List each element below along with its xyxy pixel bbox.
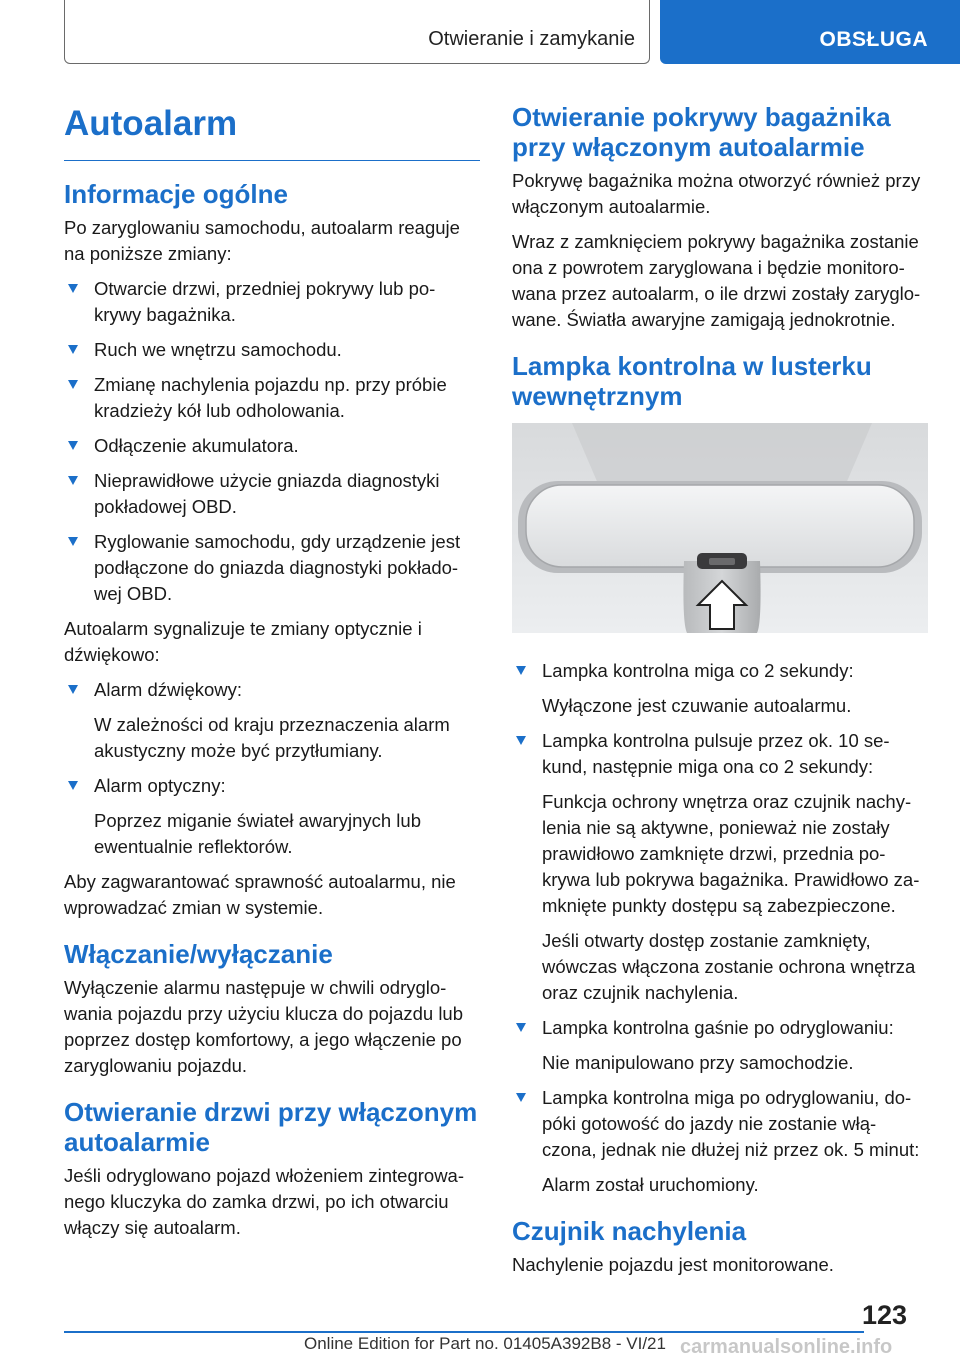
list-item-detail: Jeśli otwarty dostęp zostanie zamknięty, wówczas włączona zostanie ochrona wnętrza oraz czujnik nachylenia. bbox=[542, 930, 916, 1003]
bullet-triangle-icon bbox=[68, 441, 78, 450]
bullet-triangle-icon bbox=[68, 537, 78, 546]
footer-divider bbox=[64, 1331, 864, 1333]
trunk-text-2: Wraz z zamknięciem pokrywy bagażnika zostanie ona z powrotem zaryglowana i będzie monitoro-wana przez autoalarm, o ile drzwi zostały zaryglo-wane. Światła awaryjne zamigają jednokrotnie. bbox=[512, 231, 921, 330]
list-item: Alarm optyczny: Poprzez miganie świateł awaryjnych lub ewentualnie reflektorów. bbox=[64, 773, 480, 860]
bullet-triangle-icon bbox=[516, 1093, 526, 1102]
heading-tilt-sensor: Czujnik nachylenia bbox=[512, 1216, 747, 1246]
left-column bbox=[64, 96, 480, 1250]
door-opening-text: Jeśli odryglowano pojazd włożeniem zintegrowa-nego kluczyka do zamka drzwi, po ich otwarciu włączy się autoalarm. bbox=[64, 1165, 465, 1238]
watermark: carmanualsonline.info bbox=[680, 1336, 893, 1358]
general-intro: Po zaryglowaniu samochodu, autoalarm reaguje na poniższe zmiany: bbox=[64, 217, 460, 264]
list-item: Ruch we wnętrzu samochodu. bbox=[64, 337, 480, 363]
footer-edition: Online Edition for Part no. 01405A392B8 - VI/21 bbox=[304, 1334, 666, 1353]
list-item: Alarm dźwiękowy: W zależności od kraju przeznaczenia alarm akustyczny może być przytłumiany. bbox=[64, 677, 480, 764]
bullet-triangle-icon bbox=[68, 476, 78, 485]
page-title: Autoalarm bbox=[64, 96, 480, 161]
signal-intro: Autoalarm sygnalizuje te zmiany optycznie i dźwiękowo: bbox=[64, 618, 422, 665]
list-item: Odłączenie akumulatora. bbox=[64, 433, 480, 459]
on-off-text: Wyłączenie alarmu następuje w chwili odryglo-wania pojazdu przy użyciu klucza do pojazdu lub poprzez dostęp komfortowy, a jego włączenie po zaryglowaniu pojazdu. bbox=[64, 977, 464, 1076]
header-badge bbox=[660, 0, 960, 64]
list-item-detail: Poprzez miganie świateł awaryjnych lub ewentualnie reflektorów. bbox=[94, 810, 421, 857]
bullet-triangle-icon bbox=[68, 781, 78, 790]
bullet-triangle-icon bbox=[516, 666, 526, 675]
heading-general-info: Informacje ogólne bbox=[64, 179, 288, 209]
list-item: Lampka kontrolna miga co 2 sekundy: Wyłączone jest czuwanie autoalarmu. bbox=[512, 658, 928, 719]
rearview-mirror-illustration bbox=[512, 423, 928, 633]
signal-list bbox=[64, 677, 480, 860]
bullet-triangle-icon bbox=[516, 1023, 526, 1032]
header-badge-label: OBSŁUGA bbox=[819, 28, 928, 51]
list-item: Lampka kontrolna pulsuje przez ok. 10 se-kund, następnie miga ona co 2 sekundy: Funkcja ochrony wnętrza oraz czujnik nachy-lenia nie są aktywne, ponieważ nie zostały prawidłowo zamknięte drzwi, przednia po-krywa lub pokrywa bagażnika. Prawidłowo za-mknięte punkty dostępu są zabezpieczone. Jeśli otwarty dostęp zostanie zamknięty, wówczas włączona zostanie ochrona wnętrza oraz czujnik nachylenia. bbox=[512, 728, 928, 1006]
heading-on-off: Włączanie/wyłączanie bbox=[64, 939, 333, 969]
page-number: 123 bbox=[862, 1300, 908, 1330]
bullet-triangle-icon bbox=[68, 284, 78, 293]
heading-door-opening: Otwieranie drzwi przy włączonym autoalarmie bbox=[64, 1097, 478, 1157]
bullet-triangle-icon bbox=[516, 736, 526, 745]
heading-indicator-lamp: Lampka kontrolna w lusterku wewnętrznym bbox=[512, 351, 872, 411]
right-column bbox=[512, 96, 928, 1287]
list-item: Otwarcie drzwi, przedniej pokrywy lub po-krywy bagażnika. bbox=[64, 276, 480, 328]
list-item-detail: Wyłączone jest czuwanie autoalarmu. bbox=[542, 695, 852, 716]
tilt-sensor-text: Nachylenie pojazdu jest monitorowane. bbox=[512, 1254, 834, 1275]
trunk-text-1: Pokrywę bagażnika można otworzyć również przy włączonym autoalarmie. bbox=[512, 170, 921, 217]
list-item-detail: Nie manipulowano przy samochodzie. bbox=[542, 1052, 854, 1073]
changes-list bbox=[64, 276, 480, 607]
header-section-tab bbox=[64, 0, 650, 64]
list-item: Lampka kontrolna miga po odryglowaniu, do-póki gotowość do jazdy nie zostanie włą-czona, jednak nie dłużej niż przez ok. 5 minut: Alarm został uruchomiony. bbox=[512, 1085, 928, 1198]
list-item: Lampka kontrolna gaśnie po odryglowaniu: Nie manipulowano przy samochodzie. bbox=[512, 1015, 928, 1076]
header-section-title: Otwieranie i zamykanie bbox=[428, 28, 635, 50]
indicator-list bbox=[512, 658, 928, 1198]
list-item: Nieprawidłowe użycie gniazda diagnostyki pokładowej OBD. bbox=[64, 468, 480, 520]
general-closing: Aby zagwarantować sprawność autoalarmu, nie wprowadzać zmian w systemie. bbox=[64, 871, 456, 918]
bullet-triangle-icon bbox=[68, 380, 78, 389]
list-item-detail: W zależności od kraju przeznaczenia alarm akustyczny może być przytłumiany. bbox=[94, 714, 450, 761]
list-item-detail: Funkcja ochrony wnętrza oraz czujnik nachy-lenia nie są aktywne, ponieważ nie zostały prawidłowo zamknięte drzwi, przednia po-krywa lub pokrywa bagażnika. Prawidłowo za-mknięte punkty dostępu są zabezpieczone. bbox=[542, 791, 920, 916]
list-item-detail: Alarm został uruchomiony. bbox=[542, 1174, 759, 1195]
bullet-triangle-icon bbox=[68, 345, 78, 354]
bullet-triangle-icon bbox=[68, 685, 78, 694]
heading-trunk-opening: Otwieranie pokrywy bagażnika przy włączonym autoalarmie bbox=[512, 102, 891, 162]
list-item: Ryglowanie samochodu, gdy urządzenie jest podłączone do gniazda diagnostyki pokłado-wej OBD. bbox=[64, 529, 480, 607]
list-item: Zmianę nachylenia pojazdu np. przy próbie kradzieży kół lub odholowania. bbox=[64, 372, 480, 424]
